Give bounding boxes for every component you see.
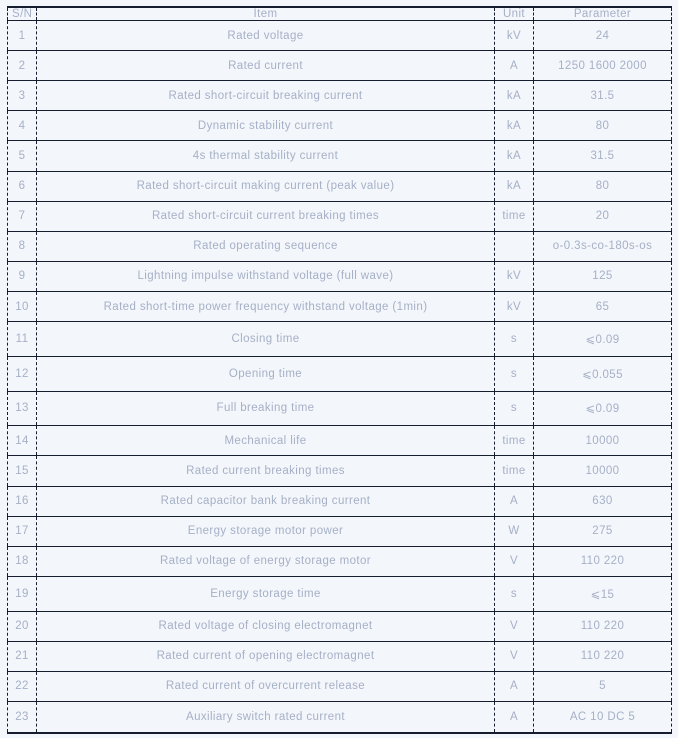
table-row [8, 261, 672, 291]
table-body [8, 21, 672, 734]
table-row [8, 356, 672, 391]
cell-parameter: 630 [534, 486, 672, 516]
cell-parameter: 110 220 [534, 611, 672, 641]
cell-parameter: ⩽0.09 [534, 391, 672, 426]
cell-item: Rated voltage of closing electromagnet [37, 611, 495, 641]
cell-unit: A [495, 671, 534, 701]
table-row [8, 81, 672, 111]
cell-unit: kV [495, 261, 534, 291]
table-row [8, 486, 672, 516]
cell-parameter: ⩽0.09 [534, 322, 672, 357]
cell-unit: kA [495, 81, 534, 111]
table-row [8, 231, 672, 261]
cell-item: Rated operating sequence [37, 231, 495, 261]
column-header-unit: Unit [495, 7, 534, 21]
cell-unit: A [495, 486, 534, 516]
table-row [8, 51, 672, 81]
cell-parameter: o-0.3s-co-180s-os [534, 231, 672, 261]
cell-parameter: 80 [534, 171, 672, 201]
cell-unit: time [495, 456, 534, 486]
cell-sn: 7 [8, 201, 37, 231]
table-row [8, 21, 672, 51]
cell-item: Rated current [37, 51, 495, 81]
cell-item: Rated short-circuit current breaking times [37, 201, 495, 231]
table-row [8, 322, 672, 357]
table-row [8, 201, 672, 231]
column-header-sn: S/N [8, 7, 37, 21]
cell-unit: V [495, 611, 534, 641]
cell-item: Rated short-circuit breaking current [37, 81, 495, 111]
cell-parameter: 80 [534, 111, 672, 141]
cell-parameter: 31.5 [534, 141, 672, 171]
cell-unit: time [495, 201, 534, 231]
header-row [8, 7, 672, 21]
cell-sn: 13 [8, 391, 37, 426]
cell-unit: kV [495, 291, 534, 321]
table-row [8, 671, 672, 701]
cell-sn: 12 [8, 356, 37, 391]
table-row [8, 291, 672, 321]
cell-parameter: 24 [534, 21, 672, 51]
cell-parameter: 31.5 [534, 81, 672, 111]
cell-item: Rated current breaking times [37, 456, 495, 486]
cell-sn: 16 [8, 486, 37, 516]
cell-unit: V [495, 641, 534, 671]
cell-unit: kV [495, 21, 534, 51]
table-row [8, 111, 672, 141]
table-row [8, 456, 672, 486]
cell-unit: s [495, 322, 534, 357]
cell-parameter: ⩽0.055 [534, 356, 672, 391]
cell-unit: s [495, 356, 534, 391]
cell-sn: 20 [8, 611, 37, 641]
cell-item: Energy storage time [37, 576, 495, 611]
cell-sn: 2 [8, 51, 37, 81]
cell-parameter: 125 [534, 261, 672, 291]
cell-parameter: 5 [534, 671, 672, 701]
cell-unit: V [495, 546, 534, 576]
cell-item: Rated short-time power frequency withstand voltage (1min) [37, 291, 495, 321]
table-row [8, 391, 672, 426]
cell-item: Rated capacitor bank breaking current [37, 486, 495, 516]
cell-parameter: 10000 [534, 426, 672, 456]
cell-parameter: 1250 1600 2000 [534, 51, 672, 81]
cell-sn: 23 [8, 701, 37, 733]
table-row [8, 141, 672, 171]
cell-sn: 22 [8, 671, 37, 701]
cell-item: 4s thermal stability current [37, 141, 495, 171]
cell-parameter: 10000 [534, 456, 672, 486]
cell-sn: 10 [8, 291, 37, 321]
table-row [8, 576, 672, 611]
cell-parameter: AC 10 DC 5 [534, 701, 672, 733]
cell-sn: 6 [8, 171, 37, 201]
cell-item: Rated voltage of energy storage motor [37, 546, 495, 576]
table-row [8, 546, 672, 576]
cell-item: Auxiliary switch rated current [37, 701, 495, 733]
table-row [8, 641, 672, 671]
cell-sn: 9 [8, 261, 37, 291]
cell-sn: 17 [8, 516, 37, 546]
cell-item: Mechanical life [37, 426, 495, 456]
cell-item: Full breaking time [37, 391, 495, 426]
cell-parameter: 110 220 [534, 641, 672, 671]
cell-item: Rated current of overcurrent release [37, 671, 495, 701]
table-row [8, 171, 672, 201]
cell-unit: A [495, 701, 534, 733]
cell-sn: 19 [8, 576, 37, 611]
table-row [8, 516, 672, 546]
cell-unit: A [495, 51, 534, 81]
cell-sn: 1 [8, 21, 37, 51]
cell-sn: 21 [8, 641, 37, 671]
cell-unit: time [495, 426, 534, 456]
cell-unit: W [495, 516, 534, 546]
cell-sn: 3 [8, 81, 37, 111]
cell-item: Dynamic stability current [37, 111, 495, 141]
cell-parameter: ⩽15 [534, 576, 672, 611]
table-row [8, 611, 672, 641]
table-header [8, 7, 672, 21]
cell-unit: kA [495, 111, 534, 141]
cell-parameter: 275 [534, 516, 672, 546]
cell-parameter: 20 [534, 201, 672, 231]
cell-unit: kA [495, 141, 534, 171]
cell-parameter: 65 [534, 291, 672, 321]
cell-unit [495, 231, 534, 261]
cell-sn: 14 [8, 426, 37, 456]
cell-item: Energy storage motor power [37, 516, 495, 546]
cell-sn: 8 [8, 231, 37, 261]
column-header-parameter: Parameter [534, 7, 672, 21]
table-row [8, 701, 672, 733]
cell-sn: 11 [8, 322, 37, 357]
cell-item: Rated voltage [37, 21, 495, 51]
cell-item: Rated current of opening electromagnet [37, 641, 495, 671]
cell-item: Rated short-circuit making current (peak value) [37, 171, 495, 201]
cell-sn: 5 [8, 141, 37, 171]
cell-sn: 15 [8, 456, 37, 486]
cell-unit: s [495, 391, 534, 426]
table-row [8, 426, 672, 456]
cell-parameter: 110 220 [534, 546, 672, 576]
cell-item: Opening time [37, 356, 495, 391]
cell-unit: kA [495, 171, 534, 201]
column-header-item: Item [37, 7, 495, 21]
cell-item: Closing time [37, 322, 495, 357]
cell-item: Lightning impulse withstand voltage (full wave) [37, 261, 495, 291]
spec-table [7, 6, 672, 734]
cell-unit: s [495, 576, 534, 611]
cell-sn: 4 [8, 111, 37, 141]
cell-sn: 18 [8, 546, 37, 576]
